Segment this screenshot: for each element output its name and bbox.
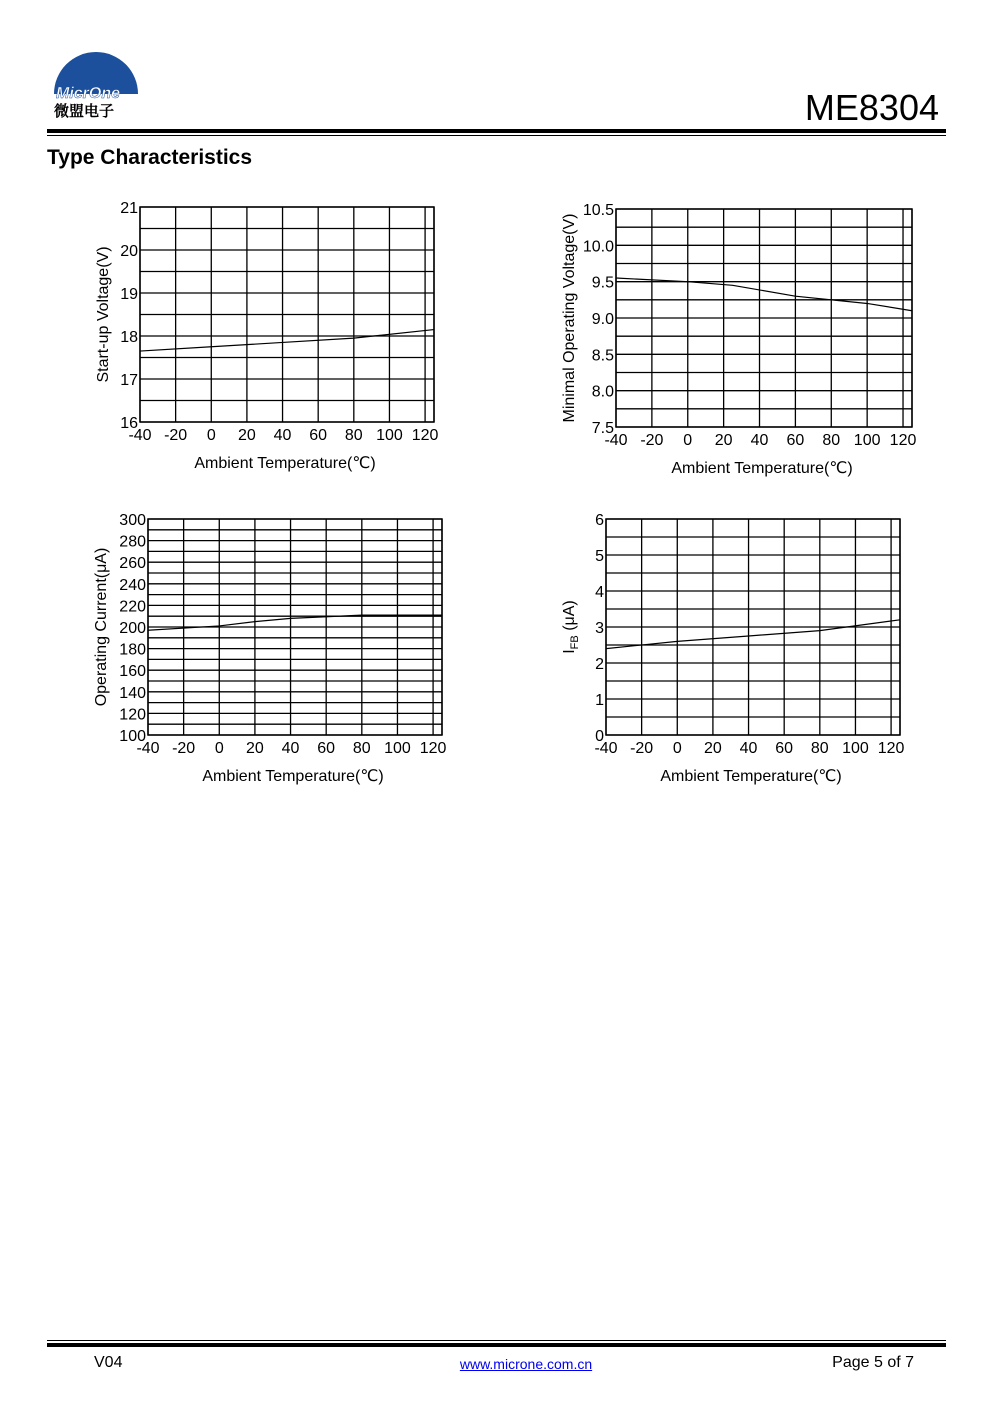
y-tick-label: 2	[595, 656, 604, 673]
logo-subtitle: 微盟电子	[54, 103, 115, 120]
footer-rule-thin	[47, 1340, 946, 1341]
y-tick-label: 18	[120, 329, 138, 346]
x-tick-label: 40	[281, 740, 300, 757]
x-tick-label: 80	[822, 432, 841, 449]
y-tick-label: 8.0	[591, 383, 614, 401]
footer-page-number: Page 5 of 7	[832, 1354, 914, 1371]
y-tick-label: 240	[119, 576, 146, 594]
x-tick-label: -20	[164, 427, 188, 444]
y-axis-label: $I_{FB}$ (μA)	[561, 600, 581, 654]
x-tick-label: -40	[594, 740, 618, 757]
x-tick-label: -20	[640, 432, 664, 449]
y-tick-label: 120	[119, 706, 146, 724]
y-tick-label: 17	[120, 372, 138, 389]
y-tick-label: 280	[119, 533, 146, 551]
x-tick-label: 20	[246, 740, 264, 757]
footer-rule	[47, 1343, 946, 1347]
section-title: Type Characteristics	[47, 146, 253, 169]
y-tick-label: 3	[595, 620, 604, 637]
y-tick-label: 8.5	[591, 347, 614, 365]
y-tick-label: 260	[119, 555, 146, 573]
x-tick-label: 40	[273, 427, 292, 444]
y-tick-label: 220	[119, 598, 146, 616]
y-tick-label: 10.5	[582, 202, 614, 219]
company-logo	[50, 44, 142, 124]
x-tick-label: 80	[352, 740, 371, 757]
y-tick-label: 10.0	[582, 238, 614, 256]
chart-startup-voltage	[82, 195, 462, 485]
part-number: ME8304	[804, 87, 939, 128]
x-tick-label: -40	[604, 432, 628, 449]
logo-text: MicrOne	[56, 85, 121, 102]
chart-min-operating-voltage	[548, 195, 938, 485]
y-tick-label: 21	[120, 200, 138, 217]
y-tick-label: 20	[120, 243, 138, 260]
y-axis-label: Operating Current(μA)	[93, 547, 110, 707]
y-tick-label: 160	[119, 663, 146, 681]
y-tick-label: 4	[595, 584, 604, 601]
x-tick-label: 40	[739, 740, 758, 757]
x-tick-label: 60	[775, 740, 794, 757]
x-tick-label: 120	[411, 427, 439, 444]
x-tick-label: 80	[810, 740, 829, 757]
x-tick-label: 20	[714, 432, 733, 449]
x-tick-label: 60	[309, 427, 328, 444]
x-tick-label: -20	[172, 740, 196, 757]
x-tick-label: 80	[344, 427, 363, 444]
y-tick-label: 200	[119, 620, 146, 637]
x-tick-label: 100	[853, 432, 881, 449]
x-tick-label: -40	[136, 740, 160, 757]
y-tick-label: 300	[119, 512, 146, 529]
x-axis-label: Ambient Temperature(℃)	[202, 768, 384, 785]
x-tick-label: 60	[317, 740, 336, 757]
x-tick-label: 20	[704, 740, 722, 757]
x-tick-label: 40	[750, 432, 769, 449]
y-axis-label: Minimal Operating Voltage(V)	[561, 213, 578, 423]
y-tick-label: 180	[119, 641, 146, 659]
x-axis-label: Ambient Temperature(℃)	[660, 768, 842, 785]
x-tick-label: 100	[376, 427, 403, 444]
x-tick-label: 60	[786, 432, 805, 449]
y-tick-label: 9.0	[591, 311, 614, 328]
footer-version: V04	[94, 1354, 123, 1371]
x-tick-label: 120	[877, 740, 905, 757]
x-tick-label: 0	[214, 740, 224, 757]
x-axis-label: Ambient Temperature(℃)	[194, 455, 376, 472]
x-tick-label: 0	[683, 432, 693, 449]
chart-ifb-current	[550, 505, 930, 795]
website-link[interactable]: www.microne.com.cn	[459, 1356, 593, 1372]
y-tick-label: 1	[595, 692, 604, 709]
header-rule-thin	[47, 135, 946, 136]
y-tick-label: 5	[595, 548, 604, 565]
x-tick-label: 120	[419, 740, 447, 757]
x-tick-label: 120	[889, 432, 917, 449]
x-tick-label: 0	[672, 740, 682, 757]
x-tick-label: 20	[238, 427, 256, 444]
x-tick-label: -40	[128, 427, 152, 444]
x-tick-label: 100	[384, 740, 411, 757]
y-tick-label: 140	[119, 684, 146, 702]
x-tick-label: 0	[206, 427, 216, 444]
x-tick-label: -20	[630, 740, 654, 757]
y-tick-label: 7.5	[591, 420, 614, 437]
y-tick-label: 19	[120, 286, 138, 303]
y-tick-label: 16	[120, 415, 138, 432]
y-axis-label: Start-up Voltage(V)	[95, 246, 112, 383]
header-rule	[47, 129, 946, 133]
y-tick-label: 6	[595, 512, 604, 529]
chart-operating-current	[80, 505, 470, 795]
y-tick-label: 0	[595, 728, 604, 745]
y-tick-label: 9.5	[591, 274, 614, 292]
x-axis-label: Ambient Temperature(℃)	[671, 460, 853, 477]
y-tick-label: 100	[119, 728, 146, 745]
x-tick-label: 100	[842, 740, 869, 757]
